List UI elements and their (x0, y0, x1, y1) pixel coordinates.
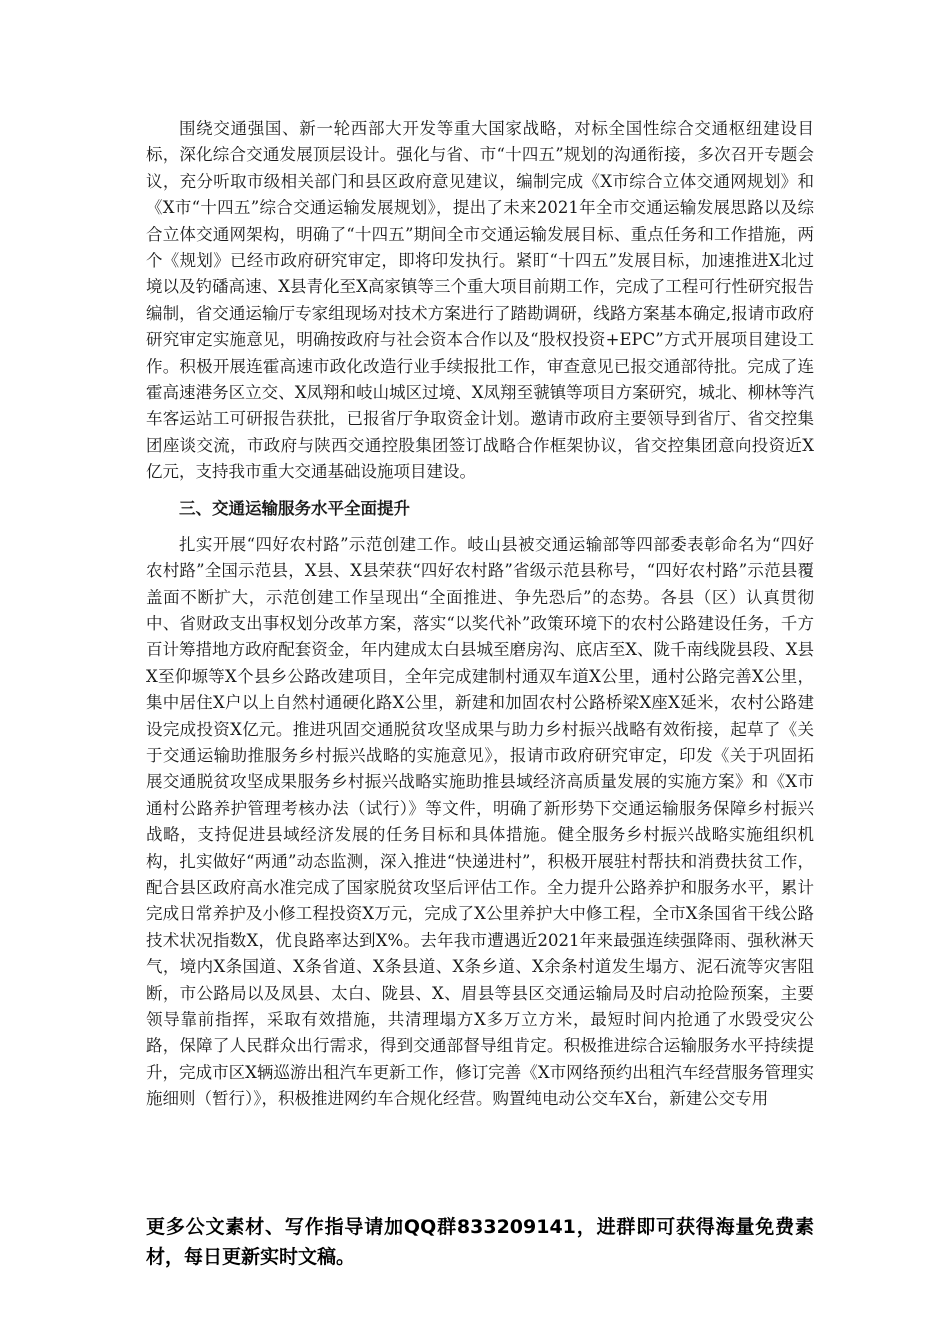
paragraph-rural-roads: 扎实开展“四好农村路”示范创建工作。岐山县被交通运输部等四部委表彰命名为“四好农村路”全国示范县，X县、X县荣获“四好农村路”省级示范县称号，“四好农村路”示范县覆盖面不断扩大，示范创建工作呈现出“全面推进、争先恐后”的态势。各县（区）认真贯彻中、省财政支出事权划分改革方案，落实“以奖代补”政策环境下的农村公路建设任务，千方百计筹措地方政府配套资金，年内建成太白县城至磨房沟、底店至X、陇千南线陇县段、X县X至仰塬等X个县乡公路改建项目，全年完成建制村通双车道X公里，通村公路完善X公里，集中居住X户以上自然村通硬化路X公里，新建和加固农村公路桥梁X座X延米，农村公路建设完成投资X亿元。推进巩固交通脱贫攻坚成果与助力乡村振兴战略有效衔接，起草了《关于交通运输助推服务乡村振兴战略的实施意见》，报请市政府研究审定，印发《关于巩固拓展交通脱贫攻坚成果服务乡村振兴战略实施助推县域经济高质量发展的实施方案》和《X市通村公路养护管理考核办法（试行）》等文件，明确了新形势下交通运输服务保障乡村振兴战略，支持促进县域经济发展的任务目标和具体措施。健全服务乡村振兴战略实施组织机构，扎实做好“两通”动态监测，深入推进“快递进村”，积极开展驻村帮扶和消费扶贫工作，配合县区政府高水准完成了国家脱贫攻坚后评估工作。全力提升公路养护和服务水平，累计完成日常养护及小修工程投资X万元，完成了X公里养护大中修工程，全市X条国省干线公路技术状况指数X，优良路率达到X%。去年我市遭遇近2021年来最强连续强降雨、强秋淋天气，境内X条国道、X条省道、X条县道、X条乡道、X余条村道发生塌方、泥石流等灾害阻断，市公路局以及凤县、太白、陇县、X、眉县等县区交通运输局及时启动抢险预案，主要领导靠前指挥，采取有效措施，共清理塌方X多万立方米，最短时间内抢通了水毁受灾公路，保障了人民群众出行需求，得到交通部督导组肯定。积极推进综合运输服务水平持续提升，完成市区X辆巡游出租汽车更新工作，修订完善《X市网络预约出租汽车经营服务管理实施细则（暂行）》，积极推进网约车合规化经营。购置纯电动公交车X台，新建公交专用 (146, 534, 814, 1109)
paragraph-planning: 围绕交通强国、新一轮西部大开发等重大国家战略，对标全国性综合交通枢纽建设目标，深化综合交通发展顶层设计。强化与省、市“十四五”规划的沟通衔接，多次召开专题会议，充分听取市级相关部门和县区政府意见建议，编制完成《X市综合立体交通网规划》和《X市“十四五”综合交通运输发展规划》，提出了未来2021年全市交通运输发展思路以及综合立体交通网架构，明确了“十四五”期间全市交通运输发展目标、重点任务和工作措施，两个《规划》已经市政府研究审定，即将印发执行。紧盯“十四五”发展目标，加速推进X北过境以及钓磻高速、X县青化至X高家镇等三个重大项目前期工作，完成了工程可行性研究报告编制，省交通运输厅专家组现场对技术方案进行了踏勘调研，线路方案基本确定,报请市政府研究审定实施意见，明确按政府与社会资本合作以及“股权投资+EPC”方式开展项目建设工作。积极开展连霍高速市政化改造行业手续报批工作，审查意见已报交通部待批。完成了连霍高速港务区立交、X凤翔和岐山城区过境、X凤翔至虢镇等项目方案研究，城北、柳林等汽车客运站工可研报告获批，已报省厅争取资金计划。邀请市政府主要领导到省厅、省交控集团座谈交流，市政府与陕西交通控股集团签订战略合作框架协议，省交控集团意向投资近X亿元，支持我市重大交通基础设施项目建设。 (146, 119, 814, 482)
document-body (146, 116, 814, 1113)
section-heading-3: 三、交通运输服务水平全面提升 (179, 498, 410, 518)
promo-banner-text: 更多公文素材、写作指导请加QQ群833209141，进群即可获得海量免费素材，每日更新实时文稿。 (146, 1216, 814, 1268)
